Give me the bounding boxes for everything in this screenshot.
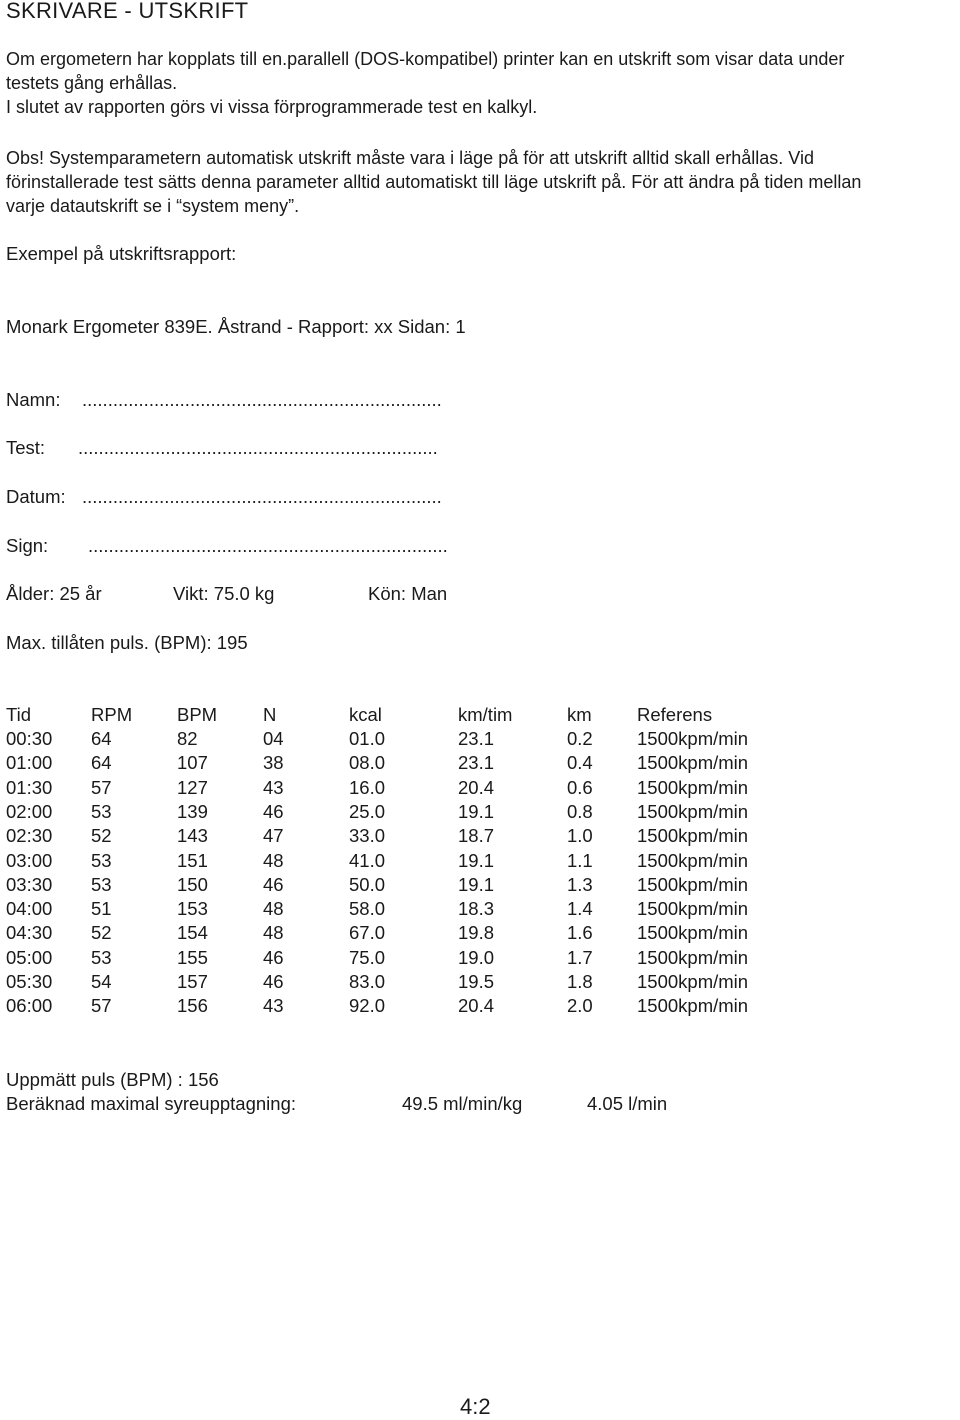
cell-bpm: 156: [177, 995, 208, 1017]
cell-kcal: 08.0: [349, 752, 386, 774]
obs-line-2: förinstallerade test sätts denna parameter alltid automatiskt till läge utskrift på. För att ändra på tiden mellan: [6, 172, 862, 192]
cell-referens: 1500kpm/min: [637, 946, 749, 968]
obs-line-1: Obs! Systemparametern automatisk utskrift måste vara i läge på för att utskrift alltid skall erhållas. Vid: [6, 148, 814, 168]
cell-referens: 1500kpm/min: [637, 922, 749, 944]
cell-km: 2.0: [567, 995, 593, 1017]
cell-tid: 05:30: [6, 971, 53, 992]
namn-value: ......................................................................: [82, 389, 442, 410]
cell-bpm: 155: [177, 946, 208, 968]
cell-rpm: 64: [91, 752, 112, 774]
cell-n: 04: [263, 728, 284, 749]
cell-n: 46: [263, 800, 284, 822]
cell-kcal: 75.0: [349, 946, 386, 968]
cell-n: 48: [263, 922, 284, 944]
beraknad-label: Beräknad maximal syreupptagning:: [6, 1093, 296, 1114]
col-header-rpm: RPM: [91, 704, 133, 725]
cell-n: 48: [263, 849, 284, 871]
cell-referens: 1500kpm/min: [637, 898, 749, 920]
cell-rpm: 52: [91, 922, 112, 944]
sign-label: Sign:: [6, 535, 49, 556]
col-header-referens: Referens: [637, 704, 713, 725]
cell-referens: 1500kpm/min: [637, 776, 749, 798]
cell-kcal: 83.0: [349, 971, 386, 992]
cell-bpm: 154: [177, 922, 208, 944]
cell-rpm: 53: [91, 849, 112, 871]
cell-rpm: 53: [91, 946, 112, 968]
cell-kmtim: 19.1: [458, 873, 495, 895]
cell-kmtim: 19.1: [458, 849, 495, 871]
cell-tid: 03:00: [6, 849, 53, 871]
cell-bpm: 151: [177, 849, 208, 871]
cell-tid: 06:00: [6, 995, 53, 1017]
kon-field: Kön: Man: [368, 583, 448, 604]
cell-kcal: 67.0: [349, 922, 386, 944]
cell-referens: 1500kpm/min: [637, 971, 749, 992]
cell-kmtim: 18.7: [458, 825, 495, 847]
cell-km: 1.4: [567, 898, 593, 920]
col-header-km: km: [567, 704, 592, 725]
cell-bpm: 157: [177, 971, 208, 992]
cell-rpm: 57: [91, 776, 112, 798]
cell-kmtim: 19.5: [458, 971, 495, 992]
cell-kcal: 92.0: [349, 995, 386, 1017]
cell-bpm: 153: [177, 898, 208, 920]
cell-tid: 01:00: [6, 752, 53, 774]
cell-bpm: 82: [177, 728, 198, 749]
page-number: 4:2: [460, 1394, 491, 1419]
cell-tid: 02:00: [6, 800, 53, 822]
cell-rpm: 53: [91, 873, 112, 895]
cell-km: 1.3: [567, 873, 593, 895]
cell-bpm: 127: [177, 776, 208, 798]
report-header: Monark Ergometer 839E. Åstrand - Rapport: xx Sidan: 1: [6, 316, 466, 337]
cell-kcal: 25.0: [349, 800, 386, 822]
cell-referens: 1500kpm/min: [637, 825, 749, 847]
cell-km: 1.8: [567, 971, 593, 992]
cell-bpm: 143: [177, 825, 208, 847]
beraknad-ml-per-kg: 49.5 ml/min/kg: [402, 1093, 523, 1114]
col-header-kcal: kcal: [349, 704, 382, 725]
cell-rpm: 64: [91, 728, 112, 749]
alder-field: Ålder: 25 år: [6, 583, 102, 604]
cell-referens: 1500kpm/min: [637, 800, 749, 822]
example-heading: Exempel på utskriftsrapport:: [6, 243, 237, 264]
cell-tid: 05:00: [6, 946, 53, 968]
cell-rpm: 53: [91, 800, 112, 822]
cell-kcal: 41.0: [349, 849, 386, 871]
max-puls: Max. tillåten puls. (BPM): 195: [6, 632, 248, 653]
cell-kcal: 01.0: [349, 728, 386, 749]
cell-kmtim: 19.0: [458, 946, 495, 968]
cell-km: 0.8: [567, 800, 593, 822]
cell-km: 1.1: [567, 849, 593, 871]
uppmatt-puls: Uppmätt puls (BPM) : 156: [6, 1069, 219, 1090]
page-title: SKRIVARE - UTSKRIFT: [6, 0, 249, 23]
cell-kmtim: 19.8: [458, 922, 495, 944]
cell-tid: 04:00: [6, 898, 53, 920]
cell-kcal: 58.0: [349, 898, 386, 920]
col-header-tid: Tid: [6, 704, 32, 725]
intro-line-3: I slutet av rapporten görs vi vissa förprogrammerade test en kalkyl.: [6, 97, 538, 117]
cell-rpm: 57: [91, 995, 112, 1017]
cell-bpm: 150: [177, 873, 208, 895]
cell-km: 1.0: [567, 825, 593, 847]
cell-bpm: 139: [177, 800, 208, 822]
cell-n: 43: [263, 776, 284, 798]
cell-kmtim: 18.3: [458, 898, 495, 920]
col-header-n: N: [263, 704, 277, 725]
cell-referens: 1500kpm/min: [637, 873, 749, 895]
cell-n: 43: [263, 995, 284, 1017]
cell-bpm: 107: [177, 752, 208, 774]
cell-n: 38: [263, 752, 284, 774]
cell-km: 1.7: [567, 946, 593, 968]
cell-n: 46: [263, 946, 284, 968]
cell-kmtim: 20.4: [458, 995, 495, 1017]
cell-tid: 00:30: [6, 728, 53, 749]
test-value: ......................................................................: [78, 437, 438, 458]
cell-km: 0.4: [567, 752, 593, 774]
cell-km: 0.2: [567, 728, 593, 749]
cell-km: 1.6: [567, 922, 593, 944]
col-header-bpm: BPM: [177, 704, 218, 725]
cell-n: 48: [263, 898, 284, 920]
col-header-kmtim: km/tim: [458, 704, 513, 725]
cell-kcal: 50.0: [349, 873, 386, 895]
cell-referens: 1500kpm/min: [637, 995, 749, 1017]
cell-referens: 1500kpm/min: [637, 752, 749, 774]
cell-kmtim: 19.1: [458, 800, 495, 822]
cell-kmtim: 23.1: [458, 752, 495, 774]
cell-kmtim: 23.1: [458, 728, 495, 749]
cell-n: 47: [263, 825, 284, 847]
cell-kcal: 33.0: [349, 825, 386, 847]
namn-label: Namn:: [6, 389, 61, 410]
cell-tid: 04:30: [6, 922, 53, 944]
datum-label: Datum:: [6, 486, 66, 507]
test-label: Test:: [6, 437, 46, 458]
cell-rpm: 52: [91, 825, 112, 847]
cell-tid: 01:30: [6, 776, 53, 798]
cell-kmtim: 20.4: [458, 776, 495, 798]
beraknad-l-per-min: 4.05 l/min: [587, 1093, 668, 1114]
cell-referens: 1500kpm/min: [637, 849, 749, 871]
datum-value: ......................................................................: [82, 486, 442, 507]
cell-n: 46: [263, 971, 284, 992]
cell-n: 46: [263, 873, 284, 895]
cell-kcal: 16.0: [349, 776, 386, 798]
intro-line-1: Om ergometern har kopplats till en.parallell (DOS-kompatibel) printer kan en utskrift som visar data under: [6, 49, 845, 69]
cell-tid: 02:30: [6, 825, 53, 847]
sign-value: ......................................................................: [88, 535, 448, 556]
cell-tid: 03:30: [6, 873, 53, 895]
cell-rpm: 51: [91, 898, 112, 920]
cell-rpm: 54: [91, 971, 112, 992]
vikt-field: Vikt: 75.0 kg: [173, 583, 275, 604]
cell-referens: 1500kpm/min: [637, 728, 749, 749]
obs-line-3: varje datautskrift se i “system meny”.: [6, 196, 300, 216]
cell-km: 0.6: [567, 776, 593, 798]
intro-line-2: testets gång erhållas.: [6, 73, 178, 93]
